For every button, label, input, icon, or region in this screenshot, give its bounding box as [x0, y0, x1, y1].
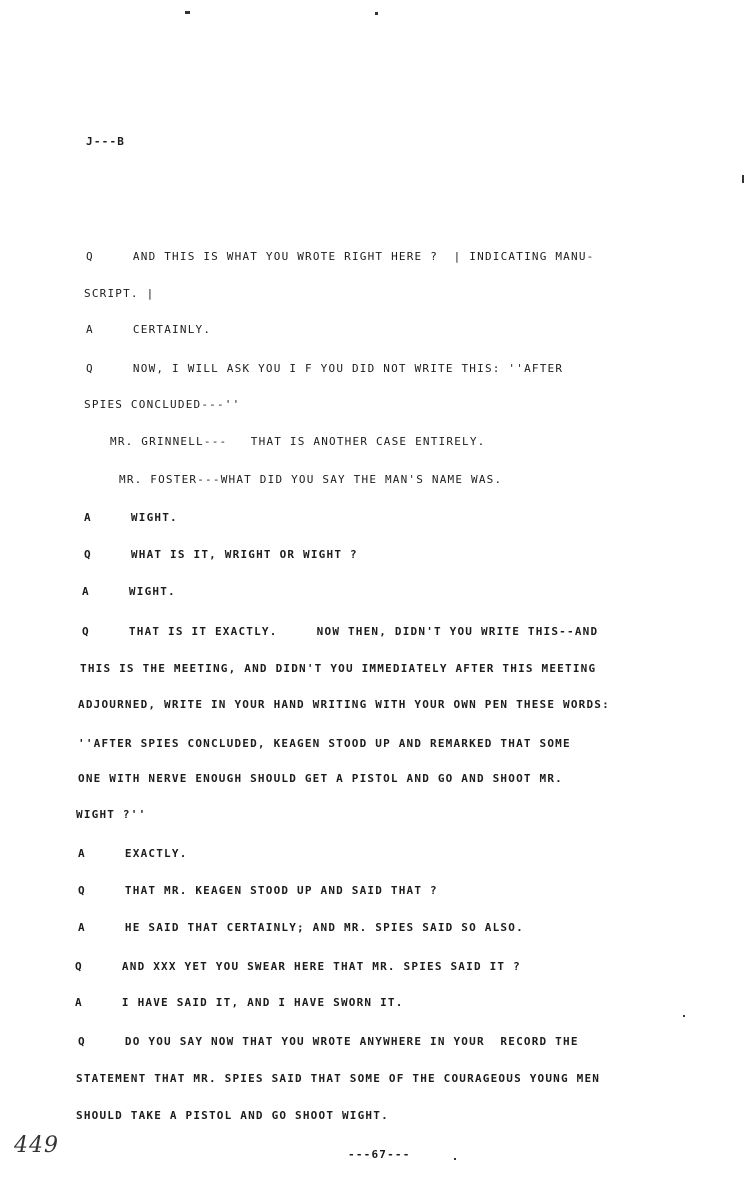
transcript-line: A CERTAINLY.: [86, 323, 212, 336]
transcript-line: MR. FOSTER---WHAT DID YOU SAY THE MAN'S NAME WAS.: [119, 473, 503, 486]
transcript-line: A I HAVE SAID IT, AND I HAVE SWORN IT.: [75, 996, 404, 1009]
transcript-line: ONE WITH NERVE ENOUGH SHOULD GET A PISTOL AND GO AND SHOOT MR.: [78, 772, 563, 785]
transcript-line: A WIGHT.: [82, 585, 176, 598]
transcript-line: SHOULD TAKE A PISTOL AND GO SHOOT WIGHT.: [76, 1109, 389, 1122]
transcript-line: ''AFTER SPIES CONCLUDED, KEAGEN STOOD UP AND REMARKED THAT SOME: [78, 737, 571, 750]
transcript-line: ADJOURNED, WRITE IN YOUR HAND WRITING WITH YOUR OWN PEN THESE WORDS:: [78, 698, 610, 711]
right-margin-dot: [683, 1015, 685, 1017]
page-number: ---67---: [348, 1148, 411, 1161]
right-margin-mark: [742, 175, 744, 183]
transcript-line: Q DO YOU SAY NOW THAT YOU WROTE ANYWHERE IN YOUR RECORD THE: [78, 1035, 579, 1048]
transcript-line: THIS IS THE MEETING, AND DIDN'T YOU IMMEDIATELY AFTER THIS MEETING: [80, 662, 597, 675]
transcript-line: MR. GRINNELL--- THAT IS ANOTHER CASE ENTIRELY.: [110, 435, 486, 448]
transcript-line: A HE SAID THAT CERTAINLY; AND MR. SPIES SAID SO ALSO.: [78, 921, 524, 934]
transcript-line: SPIES CONCLUDED---'': [84, 398, 241, 411]
transcript-line: WIGHT ?'': [76, 808, 147, 821]
handwritten-page-number: 449: [14, 1133, 59, 1158]
transcript-line: SCRIPT. |: [84, 287, 155, 300]
top-ink-dot: [375, 12, 378, 15]
transcript-line: Q WHAT IS IT, WRIGHT OR WIGHT ?: [84, 548, 358, 561]
bottom-ink-dot: [454, 1158, 456, 1160]
transcript-line: STATEMENT THAT MR. SPIES SAID THAT SOME OF THE COURAGEOUS YOUNG MEN: [76, 1072, 601, 1085]
transcript-line: Q NOW, I WILL ASK YOU I F YOU DID NOT WRITE THIS: ''AFTER: [86, 362, 564, 375]
transcript-line: Q THAT IS IT EXACTLY. NOW THEN, DIDN'T YOU WRITE THIS--AND: [82, 625, 599, 638]
transcript-line: A WIGHT.: [84, 511, 178, 524]
transcript-line: Q AND XXX YET YOU SWEAR HERE THAT MR. SPIES SAID IT ?: [75, 960, 521, 973]
top-ink-mark: [185, 11, 190, 14]
transcript-line: A EXACTLY.: [78, 847, 188, 860]
transcript-line: Q AND THIS IS WHAT YOU WROTE RIGHT HERE ? | INDICATING MANU-: [86, 250, 595, 263]
header-code: J---B: [86, 135, 126, 148]
transcript-line: Q THAT MR. KEAGEN STOOD UP AND SAID THAT ?: [78, 884, 438, 897]
